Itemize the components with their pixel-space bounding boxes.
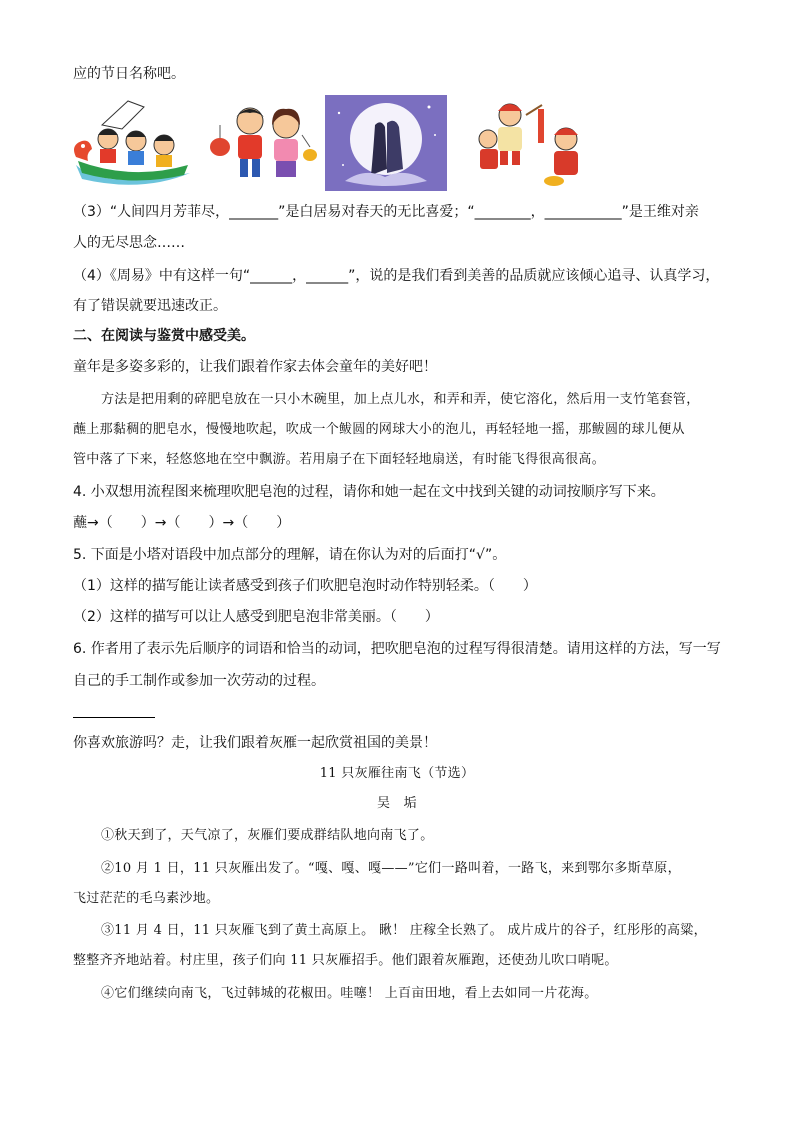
question-4-line-2: 有了错误就要迅速改正。 bbox=[73, 298, 227, 314]
question-5-option-1: （1）这样的描写能让读者感受到孩子们吹肥皂泡时动作特别轻柔。（ ） bbox=[73, 578, 537, 594]
story-paragraph-2-line-1: ②10 月 1 日，11 只灰雁出发了。“嘎、嘎、嘎——”它们一路叫着，一路飞，来到鄂尔多斯草原， bbox=[101, 861, 681, 876]
lantern-icon bbox=[206, 95, 318, 191]
question-4-flowchart: 4. 小双想用流程图来梳理吹肥皂泡的过程，请你和她一起在文中找到关键的动词按顺序写下来。 bbox=[73, 484, 665, 500]
story-author: 吴 垢 bbox=[377, 796, 417, 811]
firecracker-icon bbox=[468, 95, 588, 191]
passage-1-line-3: 管中落了下来，轻悠悠地在空中飘游。若用扇子在下面轻轻地扇送，有时能飞得很高很高。 bbox=[73, 452, 606, 467]
section-2-title: 二、在阅读与鉴赏中感受美。 bbox=[73, 328, 255, 344]
question-6-line-2: 自己的手工制作或参加一次劳动的过程。 bbox=[73, 673, 325, 689]
firecracker-children-image bbox=[468, 95, 588, 191]
passage-1-line-2: 蘸上那黏稠的肥皂水，慢慢地吹起，吹成一个鲅圆的网球大小的泡儿，再轻轻地一摇，那鲅圆的球儿便从 bbox=[73, 422, 685, 437]
question-5-option-2: （2）这样的描写可以让人感受到肥皂泡非常美丽。（ ） bbox=[73, 609, 439, 625]
question-5: 5. 下面是小塔对语段中加点部分的理解，请在你认为对的后面打“√”。 bbox=[73, 547, 507, 563]
intro-continuation: 应的节日名称吧。 bbox=[73, 66, 185, 82]
flowchart-answer: 蘸→（ ）→（ ）→（ ） bbox=[73, 515, 291, 531]
full-moon-icon bbox=[325, 95, 447, 191]
question-3-line-2: 人的无尽思念…… bbox=[73, 235, 185, 251]
dragon-boat-icon bbox=[72, 95, 194, 191]
reading-intro-1: 童年是多姿多彩的，让我们跟着作家去体会童年的美好吧！ bbox=[73, 359, 437, 375]
passage-1-line-1: 方法是把用剩的碎肥皂放在一只小木碗里，加上点儿水，和弄和弄，使它溶化，然后用一支竹笔套管， bbox=[101, 392, 700, 407]
story-paragraph-4: ④它们继续向南飞，飞过韩城的花椒田。哇噻！ 上百亩田地，看上去如同一片花海。 bbox=[101, 986, 598, 1001]
story-paragraph-3-line-1: ③11 月 4 日，11 只灰雁飞到了黄土高原上。 瞅！ 庄稼全长熟了。 成片成片的谷子，红彤彤的高粱， bbox=[101, 923, 707, 938]
question-3-line-1: （3）“人间四月芳菲尽，_______”是白居易对春天的无比喜爱；“________，___________”是王维对亲 bbox=[73, 204, 699, 220]
story-title: 11 只灰雁往南飞（节选） bbox=[319, 766, 475, 781]
dragon-boat-image bbox=[72, 95, 194, 191]
divider-line bbox=[73, 717, 155, 718]
story-paragraph-3-line-2: 整整齐齐地站着。村庄里，孩子们向 11 只灰雁招手。他们跟着灰雁跑，还使劲儿吹口哨呢。 bbox=[73, 953, 618, 968]
story-paragraph-2-line-2: 飞过茫茫的毛乌素沙地。 bbox=[73, 891, 220, 906]
question-4-line-1: （4）《周易》中有这样一句“______，______”，说的是我们看到美善的品质就应该倾心追寻、认真学习， bbox=[73, 268, 720, 284]
story-paragraph-1: ①秋天到了，天气凉了，灰雁们要成群结队地向南飞了。 bbox=[101, 828, 434, 843]
reading-intro-2: 你喜欢旅游吗？走，让我们跟着灰雁一起欣赏祖国的美景！ bbox=[73, 735, 437, 751]
moon-couple-image bbox=[325, 95, 447, 191]
lantern-children-image bbox=[206, 95, 318, 191]
question-6-line-1: 6. 作者用了表示先后顺序的词语和恰当的动词，把吹肥皂泡的过程写得很清楚。请用这样的方法，写一写 bbox=[73, 641, 721, 657]
